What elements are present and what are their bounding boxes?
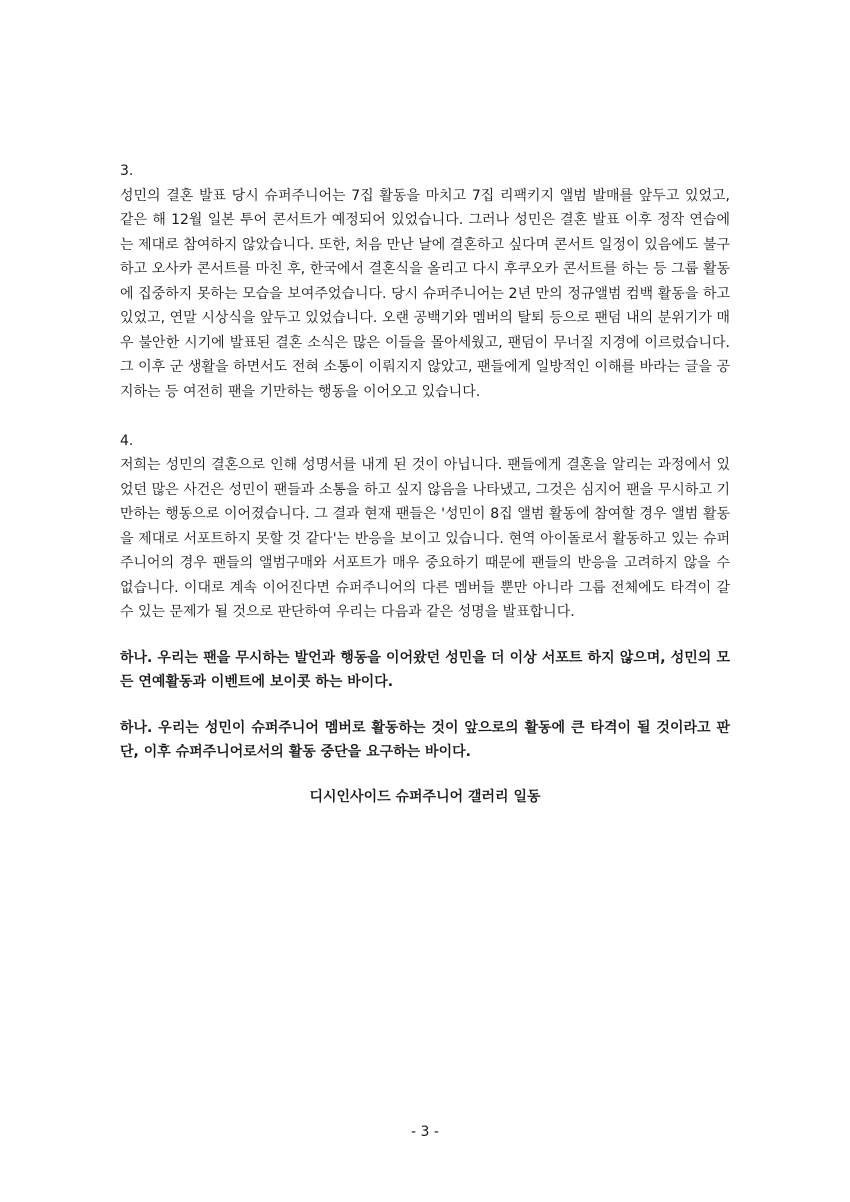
signature: 디시인사이드 슈퍼주니어 갤러리 일동 — [309, 788, 541, 805]
spacer — [120, 695, 730, 716]
statement-2: 하나. 우리는 성민이 슈퍼주니어 멤버로 활동하는 것이 앞으로의 활동에 큰 타격이 될 것이라고 판단, 이후 슈퍼주니어로서의 활동 중단을 요구하는 바이다. — [120, 719, 730, 760]
section-3-number: 3. — [120, 163, 134, 179]
spacer — [120, 625, 730, 646]
spacer — [120, 404, 730, 429]
section-4-number: 4. — [120, 432, 134, 449]
section-4-paragraph: 저희는 성민의 결혼으로 인해 성명서를 내게 된 것이 아닙니다. 팬들에게 결혼을 알리는 과정에서 있었던 많은 사건은 성민이 팬들과 소통을 하고 싶지 않음을 나타냈고, 그것은 심지어 팬을 무시하고 기만하는 행동으로 이어졌습니다. 그 결과 현재 팬들은 '성민이 8집 앨범 활동에 참여할 경우 앨범 활동을 제대로 서포트하지 못할 것 같다'는 반응을 보이고 있습니다. 현역 아이돌로서 활동하고 있는 슈퍼주니어의 경우 팬들의 앨범구매와 서포트가 매우 중요하기 때문에 팬들의 반응을 고려하지 않을 수 없습니다. 이대로 계속 이어진다면 슈퍼주니어의 다른 멤버들 뿐만 아니라 그룹 전체에도 타격이 갈 수 있는 문제가 될 것으로 판단하여 우리는 다음과 같은 성명을 발표합니다. — [120, 457, 730, 620]
section-3-paragraph: 성민의 결혼 발표 당시 슈퍼주니어는 7집 활동을 마치고 7집 리팩키지 앨범 발매를 앞두고 있었고, 같은 해 12월 일본 투어 콘서트가 예정되어 있었습니다. 그러나 성민은 결혼 발표 이후 정작 연습에는 제대로 참여하지 않았습니다. 또한, 처음 만난 날에 결혼하고 싶다며 콘서트 일정이 있음에도 불구하고 오사카 콘서트를 마친 후, 한국에서 결혼식을 올리고 다시 후쿠오카 콘서트를 하는 등 그룹 활동에 집중하지 못하는 모습을 보여주었습니다. 당시 슈퍼주니어는 2년 만의 정규앨범 컴백 활동을 하고 있었고, 연말 시상식을 앞두고 있었습니다. 오랜 공백기와 멤버의 탈퇴 등으로 팬덤 내의 분위기가 매우 불안한 시기에 발표된 결혼 소식은 많은 이들을 몰아세웠고, 팬덤이 무너질 지경에 이르렀습니다. 그 이후 군 생활을 하면서도 전혀 소통이 이뤄지지 않았고, 팬들에게 일방적인 이해를 바라는 글을 공지하는 등 여전히 팬을 기만하는 행동을 이어오고 있습니다. — [120, 187, 730, 400]
page-number: - 3 - — [411, 1124, 439, 1140]
document-body — [120, 159, 730, 809]
statement-1: 하나. 우리는 팬을 무시하는 발언과 행동을 이어왔던 성민을 더 이상 서포트 하지 않으며, 성민의 모든 연예활동과 이벤트에 보이콧 하는 바이다. — [120, 649, 730, 690]
